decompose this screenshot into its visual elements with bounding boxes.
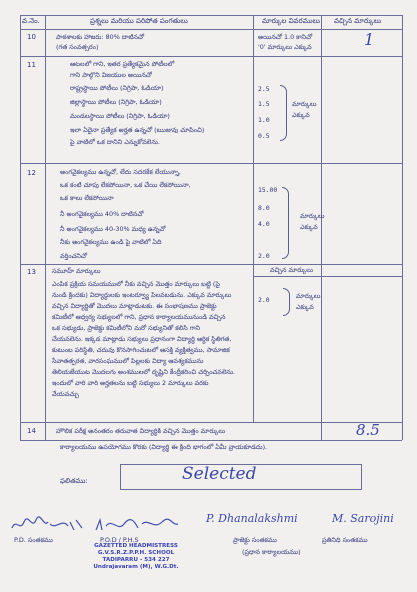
row-11-marks-label: మార్కులు [292, 100, 317, 108]
row-12-line: ఒక కంటి చూపు లేకపోయినా, ఒక చేయి లేకపోయినా, [60, 181, 191, 189]
row-13-marks-head: వచ్చిన మార్కులు [270, 266, 313, 274]
row-13-line: ఒక సభ్యుడు, ప్రాజెక్టు కమిటీలోని మరో సభ్యునితో కలిసి గాని [52, 324, 200, 332]
col-sno-border [45, 15, 46, 440]
table-right-border [402, 15, 403, 440]
row-12-mark-value: 8.0 [258, 204, 270, 212]
row-12-marks-label: ఎక్కువ [300, 223, 318, 231]
signature-label-pod: P.O.D / P.H.S [100, 536, 139, 544]
signature-label-head-office: (ప్రధాన కార్యాలయము) [242, 548, 301, 556]
headmistress-stamp [88, 543, 184, 571]
result-label: ఫలితము: [60, 477, 88, 485]
row-13-number: 13 [27, 268, 36, 276]
row-14-total-handwritten: 8.5 [356, 421, 380, 439]
row-12-marks-label: మార్కులు [300, 212, 325, 220]
row-12-line: వర్తించనిచో [60, 252, 88, 260]
row-10-obtained-handwritten: 1 [364, 30, 375, 49]
row-11-line: ఇలా ఏదైనా ప్రత్యేక అర్హత ఉన్నచో (ఋజువు చూపించి) [70, 126, 205, 134]
col-questions-border [253, 15, 254, 422]
row-11-line: జిల్లాస్థాయి పోటీలు (నిగ్రిపా, ఓడియా) [70, 98, 162, 106]
row-13-line: నుండి క్రిందకు) విద్యార్థులకు ఇంటర్వ్యూ పిలవబడును. ఎక్కువ మార్కులు [52, 291, 232, 299]
stamp-line: GAZETTED HEADMISTRESS [94, 543, 178, 549]
row-13-marks-label: మార్కులు [296, 292, 321, 300]
project-signature-handwritten: P. Dhanalakshmi [206, 512, 298, 525]
pod-signature-icon [92, 514, 182, 536]
header-marks-obtained: వచ్చిన మార్కులు [334, 17, 382, 25]
row-11-marks-label: ఎక్కువ [292, 111, 310, 119]
row-13-line: సేవాతత్పరత, వారసంఘములో పిల్లలకు విద్యా ఆవశ్యకమును [52, 357, 204, 365]
row-13-line: వచ్చిన విద్యార్థితో మొదలు మాట్లాడుటకు. ఈ సంభాషణము ప్రాజెక్టు [52, 302, 217, 310]
stamp-line: G.V.S.R.Z.P.P.H. SCHOOL [97, 550, 175, 556]
row-13-bottom-border [20, 422, 402, 423]
row-11-brace [280, 85, 287, 141]
row-12-line: నీ అంగవైకల్యము 40% దాటినచో [60, 210, 144, 218]
row-12-line: అంగవైకల్యము ఉన్నచో, లేదు సదరకేక లేయున్నా, [60, 168, 181, 176]
row-12-bottom-border [20, 264, 402, 265]
table-top-border [20, 15, 402, 16]
row-13-line: ఎంపిక ప్రక్రియ సమయములో నీకు వచ్చిన మొత్తం మార్కులు బట్టి (పై [52, 280, 220, 288]
row-13-line: చేయవలెను. ఇక్కడ మాట్లాడు సభ్యులు ప్రధానంగా విద్యార్థి ఆర్థిక స్థితిగత, [52, 335, 232, 343]
header-questions: ప్రశ్నలు మరియు పరిపోత పంగతులు [90, 17, 188, 25]
header-bottom-border [20, 29, 402, 30]
result-value-handwritten: Selected [182, 464, 257, 484]
row-11-bottom-border [20, 163, 402, 164]
row-13-line: సమూహ్ మార్కులు [52, 267, 101, 275]
row-11-mark-value: 1.5 [258, 100, 270, 108]
row-12-brace [282, 187, 289, 259]
table-bottom-border [20, 440, 402, 441]
representative-signature-handwritten: M. Sarojini [332, 512, 394, 525]
row-12-line: నీకు అంగవైకల్యము ఉండి పై వాటిలో ఏది [60, 238, 162, 246]
office-use-note: కార్యాలయము ఉపయోగము కొరకు (విద్యార్థి ఈ క్రింది భాగంలో ఏమీ వ్రాయకూడదు). [60, 443, 268, 451]
row-10-bottom-border [20, 56, 402, 57]
row-12-line: నీ అంగవైకల్యము 40-30% మధ్య ఉన్నచో [60, 225, 166, 233]
signature-label-pd: P.D. సంతకము [14, 536, 53, 544]
row-11-line: గాని పాల్గొని విజయుల అయినచో [70, 71, 152, 79]
row-14-line: హౌలిక పరీక్ష అనంతరం తరువాత విద్యార్థికి వచ్చిన మొత్తం మార్కులు [56, 427, 226, 435]
signature-label-representative: ప్రతినిధి సంతకము [322, 536, 368, 544]
row-11-line: పై వాటిలో ఒక దానిని ఎన్నుకోవలెను. [70, 138, 161, 146]
row-10-marks: అయినచో 1.0 కానిచో [258, 33, 313, 41]
row-12-mark-value: 2.0 [258, 252, 270, 260]
pd-signature-icon [8, 514, 88, 536]
row-12-line: ఒక కాలు లేకపోయినా [60, 194, 114, 202]
row-13-subheader-border [253, 276, 402, 277]
row-12-number: 12 [27, 169, 36, 177]
row-11-mark-value: 0.5 [258, 132, 270, 140]
row-13-marks-label: ఎక్కువ [296, 303, 314, 311]
row-13-mark-value: 2.0 [258, 296, 270, 304]
col-marks-border [321, 15, 322, 440]
row-11-line: ఆటలలో గాని, ఇతర ప్రత్యేకమైన పోటీలలో [70, 60, 175, 68]
row-12-mark-value: 4.0 [258, 220, 270, 228]
stamp-line: Undrajavaram (M), W.G.Dt. [93, 564, 179, 570]
header-marks-detail: మార్కుల వివరములు [262, 17, 320, 25]
row-10-line: (గత సంవత్సరం) [56, 43, 99, 51]
row-13-line: కమిటీలో ఆధ్వర్య సభ్యులలో గాని, ప్రధాన కార్యాలయమునుండి వచ్చిన [52, 313, 226, 321]
header-sno: వ.నెం. [22, 17, 40, 25]
row-13-line: ఇందులో వారి వారి అర్హతలను బట్టి సభ్యులు 2 మార్కులు వరకు [52, 379, 209, 387]
row-12-mark-value: 15.00 [258, 186, 278, 194]
row-10-number: 10 [27, 33, 36, 41]
row-11-line: మండలస్థాయి పోటీలు (నిగ్రిపా, ఓడియా) [70, 112, 170, 120]
row-10-marks: '0' మార్కులు ఎక్కువ [258, 43, 312, 51]
row-14-number: 14 [27, 427, 36, 435]
row-13-line: తెలియజేయుట మొదలగు అంశములలో దృష్టిని కేంద్రీకరించి చర్చించవలెను. [52, 368, 236, 376]
table-left-border [20, 15, 21, 440]
stamp-line: TADIPARRU - 534 227 [102, 557, 170, 563]
row-10-line: పాఠశాలకు హాజరు: 80% దాటినచో [56, 33, 145, 41]
row-13-brace [283, 288, 290, 316]
signature-label-project: ప్రాజెక్టు సంతకము [233, 536, 277, 544]
row-11-number: 11 [27, 61, 36, 69]
row-11-line: రాష్ట్రస్థాయి పోటీలు (నిగ్రిపా, ఓడియా) [70, 84, 164, 92]
row-13-line: వేయవచ్చు [52, 390, 79, 398]
row-13-line: కుటుంబ పరిస్థితి, చదువు కొనసాగించుటలో ఆసక్తి వ్యక్తిత్వము, సామాజిక [52, 346, 230, 354]
row-11-mark-value: 2.5 [258, 85, 270, 93]
row-11-mark-value: 1.0 [258, 116, 270, 124]
